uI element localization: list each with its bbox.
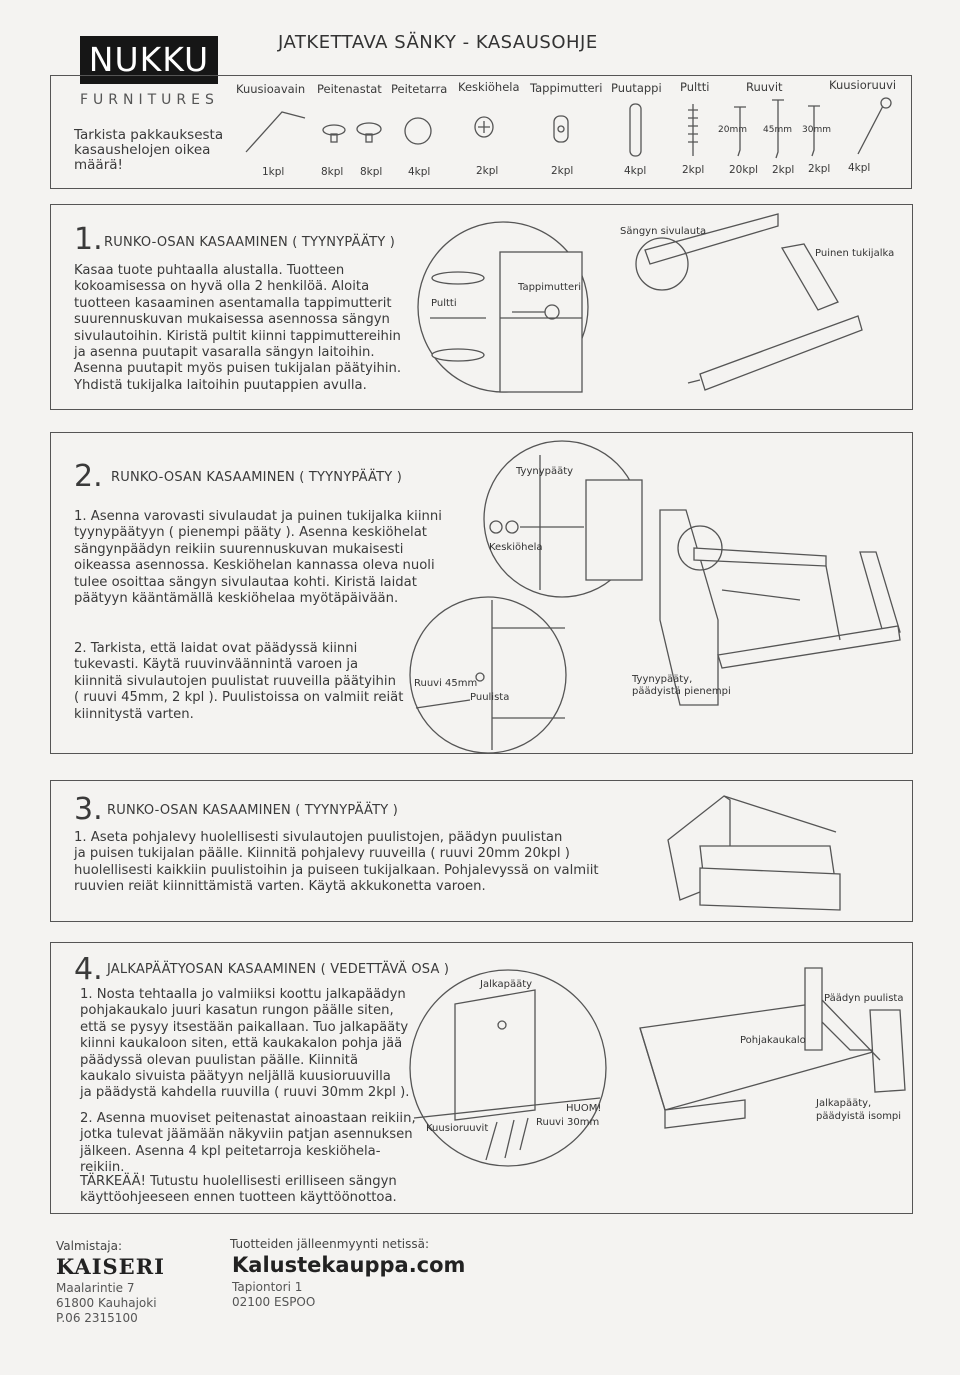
qty-ruuvi-30: 2kpl	[808, 163, 831, 175]
qty-peitetarra: 8kpl	[360, 166, 383, 178]
parts-check-note: Tarkista pakkauksesta kasaushelojen oikea määrä!	[74, 127, 224, 173]
step-4-label-pohjakaukalo: Pohjakaukalo	[740, 1035, 806, 1046]
step-1-text: Kasaa tuote puhtaalla alustalla. Tuotteen kokoamisessa on hyvä olla 2 henkilöä. Aloita tuotteen kasaaminen asentamalla tappimutterit suurennuskuvan mukaisessa asennossa sängyn sivulautoihin. Kiristä pultit kiinni tappimuttereihin ja asenna puutapit vasaralla sängyn laitoihin. Asenna puutapit myös puisen tukijalan päätyihin. Yhdistä tukijalka laitoihin puutappien avulla.	[74, 263, 402, 393]
part-name-kuusioavain: Kuusioavain	[236, 82, 306, 96]
part-name-puutappi: Puutappi	[611, 81, 662, 95]
step-2-text-1: 1. Asenna varovasti sivulaudat ja puinen tukijalka kiinni tyynypäätyyn ( pienempi pääty ). Asenna keskiöhelat sängynpäädyn reikiin suurennuskuvan mukaisesti oikeassa asennossa. Keskiöhelan kannassa oleva nuoli tulee osoittaa sängyn sivulautaa kohti. Kiristä laidat päätyyn kääntämällä keskiöhelaa myötäpäivään.	[74, 509, 442, 607]
step-4-text-2: 2. Asenna muoviset peitenastat ainoastaan reikiin, jotka tulevat jäämään näkyviin patjan asennuksen jälkeen. Asenna 4 kpl peitetarroja keskiöhela-reikiin.	[80, 1111, 416, 1176]
step-4-label-ruuvi30: Ruuvi 30mm	[536, 1117, 600, 1128]
step-1-label-sivulauta: Sängyn sivulauta	[620, 226, 707, 237]
brand-logo: NUKKU	[80, 36, 218, 84]
step-4-caption: Jalkapääty, päädyistä isompi	[816, 1098, 902, 1122]
screw-size-45: 45mm	[763, 125, 792, 135]
maker-address: Maalarintie 7	[56, 1281, 135, 1295]
qty-ruuvi-20: 20kpl	[729, 164, 759, 176]
document-title: JATKETTAVA SÄNKY - KASAUSOHJE	[278, 32, 598, 53]
step-2-number: 2.	[74, 459, 103, 494]
part-name-ruuvit: Ruuvit	[746, 80, 783, 94]
qty-kuusioruuvi: 4kpl	[848, 162, 871, 174]
qty-keskiohela: 2kpl	[476, 165, 499, 177]
step-3-number: 3.	[74, 792, 103, 827]
resale-address: Tapiontori 1	[232, 1280, 303, 1294]
maker-label: Valmistaja:	[56, 1239, 123, 1253]
step-4-label-kuusioruuvi: Kuusioruuvit	[426, 1123, 489, 1134]
part-name-keskiohela: Keskiöhela	[458, 80, 520, 94]
step-4-label-huom: HUOM!	[566, 1103, 602, 1114]
step-2-label-ruuvi45: Ruuvi 45mm	[414, 678, 478, 689]
resale-name: Kalustekauppa.com	[232, 1253, 466, 1277]
step-2-label-puulista: Puulista	[470, 692, 510, 703]
step-1-label-pultti: Pultti	[431, 298, 457, 309]
maker-phone: P.06 2315100	[56, 1311, 138, 1325]
step-4-label-jalkapaaty: Jalkapääty	[480, 979, 533, 990]
step-1-number: 1.	[74, 222, 103, 257]
step-4-title: JALKAPÄÄTYOSAN KASAAMINEN ( VEDETTÄVÄ OSA )	[107, 962, 450, 977]
step-4-number: 4.	[74, 952, 103, 987]
step-1-label-tukijalka: Puinen tukijalka	[815, 248, 895, 259]
qty-tappimutteri: 2kpl	[551, 165, 574, 177]
step-2-text-2: 2. Tarkista, että laidat ovat päädyssä kiinni tukevasti. Käytä ruuvinväännintä varoen ja kiinnitä sivulautojen puulistat ruuveilla päätyihin ( ruuvi 45mm, 2 kpl ). Puulistoissa on valmiit reiät kiinnitystä varten.	[74, 641, 404, 722]
qty-kuusioavain: 1kpl	[262, 166, 285, 178]
step-3-title: RUNKO-OSAN KASAAMINEN ( TYYNYPÄÄTY )	[107, 803, 399, 818]
step-4-important: TÄRKEÄÄ! Tutustu huolellisesti erilliseen sängyn käyttöohjeeseen ennen tuotteen käyttöönottoa.	[80, 1174, 397, 1206]
step-3-text: 1. Aseta pohjalevy huolellisesti sivulautojen puulistojen, päädyn puulistan ja puisen tukijalan päälle. Kiinnitä pohjalevy ruuveilla ( ruuvi 20mm 20kpl ) huolellisesti kaikkiin puulistoihin ja puiseen tukijalkaan. Pohjalevyssä on valmiit ruuvien reiät kiinnittämistä varten. Käytä akkukonetta varoen.	[74, 830, 599, 895]
step-1-label-tappimutteri: Tappimutteri	[518, 282, 582, 293]
step-2-label-keskiohela: Keskiöhela	[489, 542, 543, 553]
part-name-kuusioruuvi: Kuusioruuvi	[829, 78, 897, 92]
step-2-caption: Tyynypääty, päädyistä pienempi	[632, 674, 731, 697]
qty-pultti: 2kpl	[682, 164, 705, 176]
brand-logo-subtitle: FURNITURES	[80, 92, 219, 108]
screw-size-30: 30mm	[802, 125, 831, 135]
qty-peitenastat: 8kpl	[321, 166, 344, 178]
step-4-text-1: 1. Nosta tehtaalla jo valmiiksi koottu jalkapäädyn pohjakaukalo juuri kasatun rungon päälle siten, että se pysyy itsestään paikallaan. Tuo jalkapääty kiinni kaukaloon siten, että kaukakalon pohja jää päädyssä olevan puulistan päälle. Kiinnitä kaukalo sivuista päätyyn neljällä kuusioruuvilla ja päädystä kahdella ruuvilla ( ruuvi 30mm 2kpl ).	[80, 987, 410, 1101]
part-name-peitetarra: Peitetarra	[391, 82, 448, 96]
qty-puutappi: 4kpl	[624, 165, 647, 177]
screw-size-20: 20mm	[718, 125, 747, 135]
part-name-tappimutteri: Tappimutteri	[530, 81, 603, 95]
maker-name: KAISERI	[56, 1254, 165, 1279]
step-2-title: RUNKO-OSAN KASAAMINEN ( TYYNYPÄÄTY )	[111, 470, 403, 485]
step-1-title: RUNKO-OSAN KASAAMINEN ( TYYNYPÄÄTY )	[104, 235, 396, 250]
qty-keskiohela-ring: 4kpl	[408, 166, 431, 178]
part-name-peitenastat: Peitenastat	[317, 82, 382, 96]
part-name-pultti: Pultti	[680, 80, 710, 94]
resale-label: Tuotteiden jälleenmyynti netissä:	[230, 1237, 430, 1251]
maker-city: 61800 Kauhajoki	[56, 1296, 157, 1310]
step-2-label-tyynypaaty: Tyynypääty	[516, 466, 574, 477]
resale-city: 02100 ESPOO	[232, 1295, 316, 1309]
step-4-label-paadyn-puulista: Päädyn puulista	[824, 993, 904, 1004]
qty-ruuvi-45: 2kpl	[772, 164, 795, 176]
